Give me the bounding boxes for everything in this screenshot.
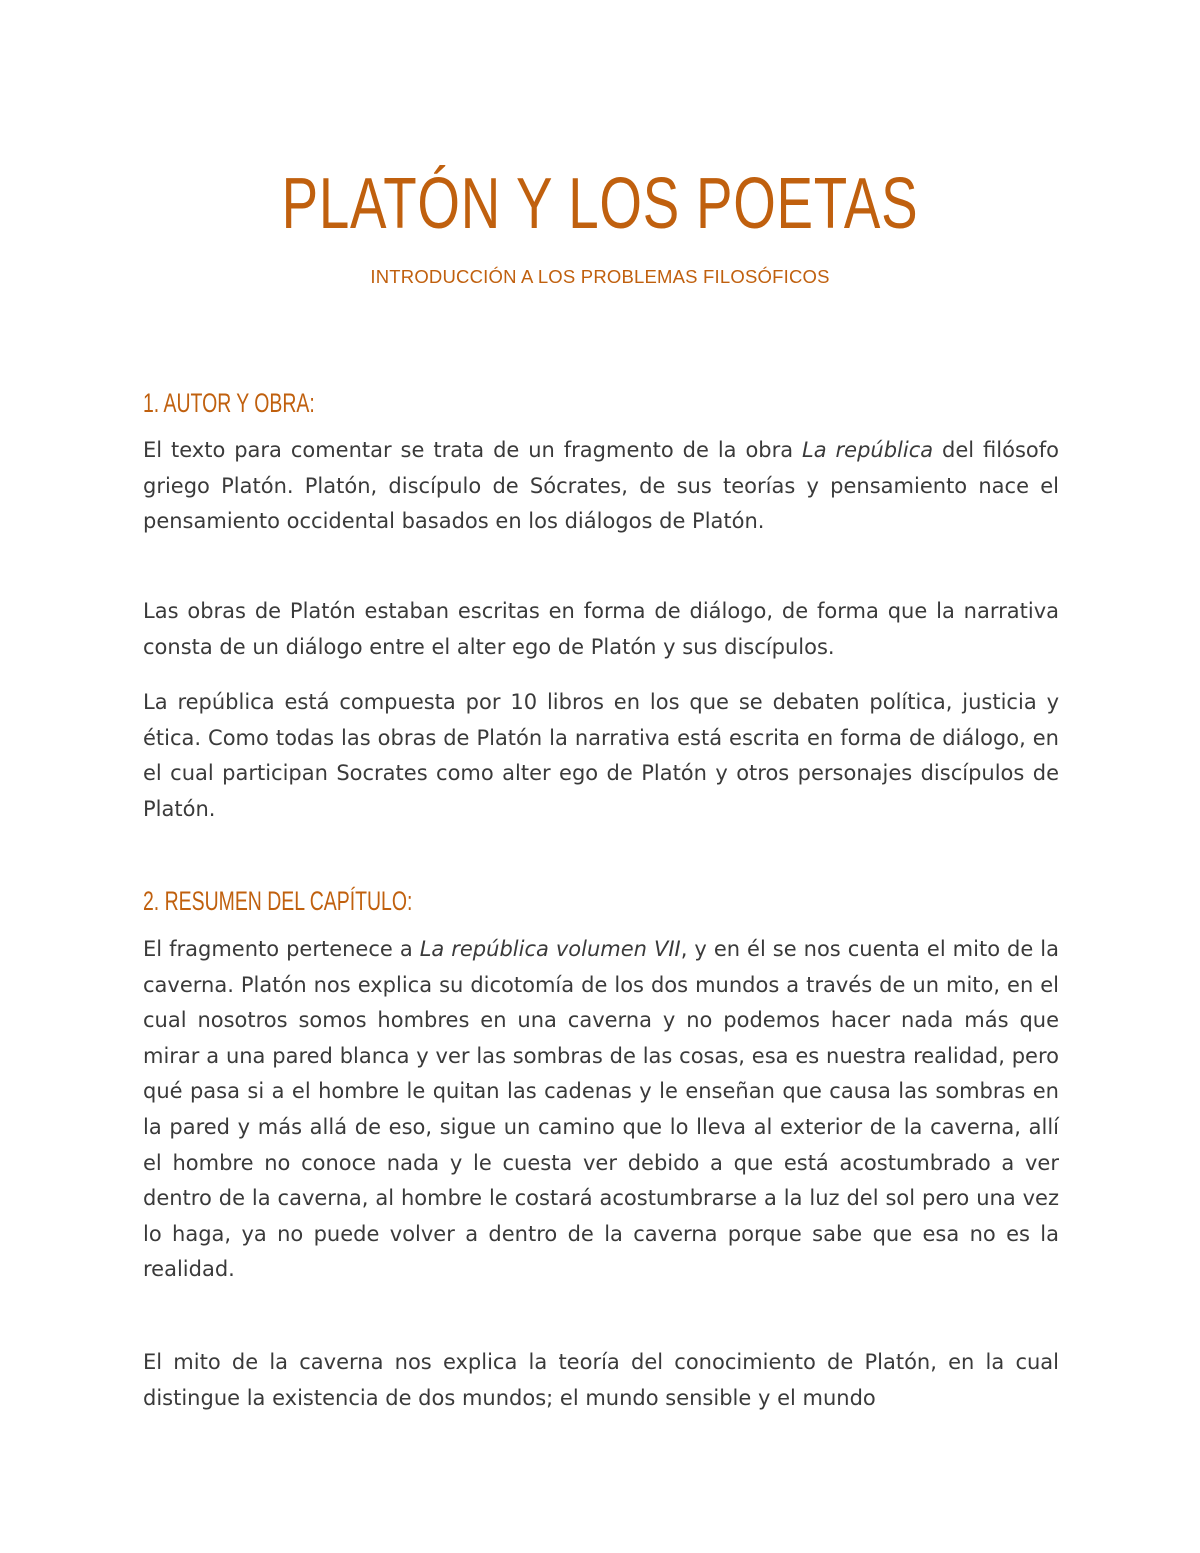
paragraph-autor-obra-1	[143, 433, 1059, 540]
paragraph-resumen-1	[143, 932, 1059, 1288]
work-title-italic: La república	[802, 438, 934, 462]
document-title: PLATÓN Y LOS POETAS	[281, 164, 919, 244]
paragraph-autor-obra-2: Las obras de Platón estaban escritas en forma de diálogo, de forma que la narrativa consta de un diálogo entre el alter ego de Platón y sus discípulos.	[143, 599, 1059, 659]
paragraph-resumen-2: El mito de la caverna nos explica la teoría del conocimiento de Platón, en la cual distingue la existencia de dos mundos; el mundo sensible y el mundo	[143, 1350, 1059, 1410]
work-title-italic: La república volumen VII	[419, 937, 681, 961]
paragraph-text: , y en él se nos cuenta el mito de la caverna. Platón nos explica su dicotomía de los dos mundos a través de un mito, en el cual nosotros somos hombres en una caverna y no podemos hacer nada más que mirar a una pared blanca y ver las sombras de las cosas, esa es nuestra realidad, pero qué pasa si a el hombre le quitan las cadenas y le enseñan que causa las sombras en la pared y más allá de eso, sigue un camino que lo lleva al exterior de la caverna, allí el hombre no conoce nada y le cuesta ver debido a que está acostumbrado a ver dentro de la caverna, al hombre le costará acostumbrarse a la luz del sol pero una vez lo haga, ya no puede volver a dentro de la caverna porque sabe que esa no es la realidad.	[143, 937, 1059, 1282]
section-heading-resumen: 2. RESUMEN DEL CAPÍTULO:	[143, 886, 413, 916]
section-heading-autor-obra: 1. AUTOR Y OBRA:	[143, 388, 315, 418]
document-subtitle: INTRODUCCIÓN A LOS PROBLEMAS FILOSÓFICOS	[370, 266, 830, 287]
paragraph-text: del filósofo griego Platón. Platón, discípulo de Sócrates, de sus teorías y pensamiento nace el pensamiento occidental basados en los diálogos de Platón.	[143, 438, 1059, 534]
paragraph-autor-obra-3: La república está compuesta por 10 libros en los que se debaten política, justicia y ética. Como todas las obras de Platón la narrativa está escrita en forma de diálogo, en el cual participan Socrates como alter ego de Platón y otros personajes discípulos de Platón.	[143, 690, 1059, 821]
paragraph-text: El fragmento pertenece a	[143, 937, 420, 961]
paragraph-text: El texto para comentar se trata de un fragmento de la obra	[143, 438, 803, 462]
